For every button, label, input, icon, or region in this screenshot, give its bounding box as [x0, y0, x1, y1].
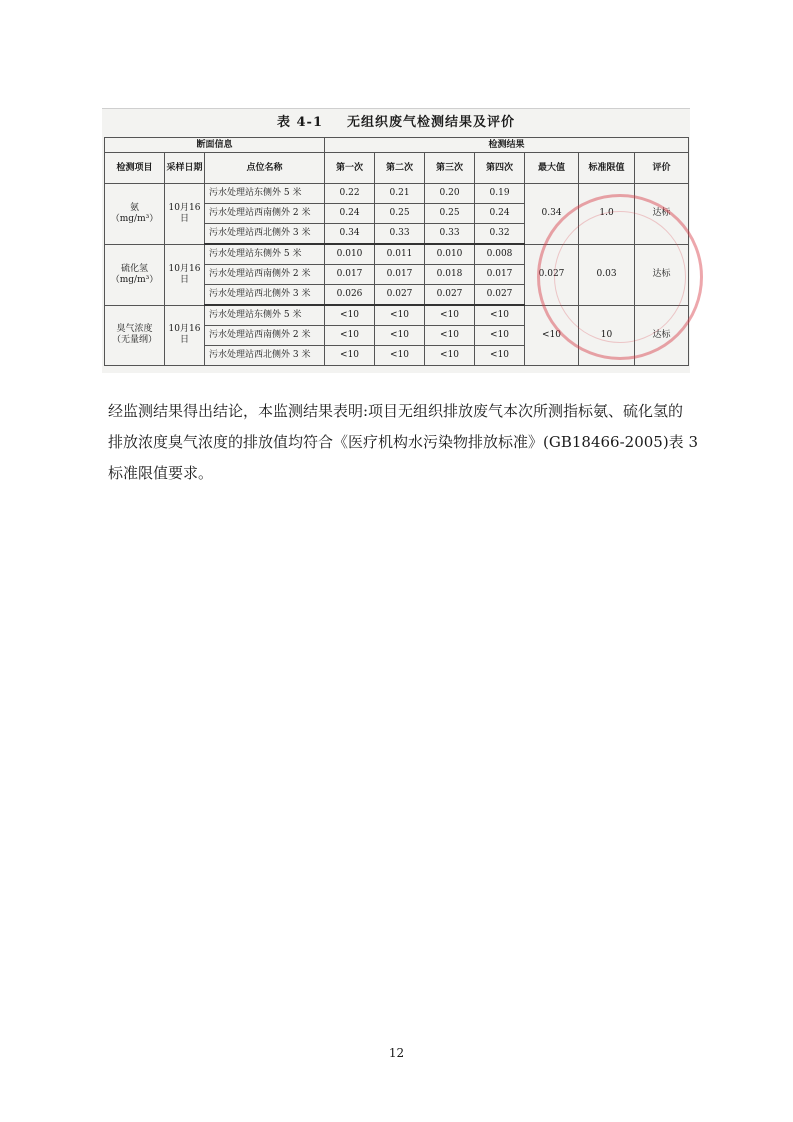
value-cell: 0.026	[325, 285, 375, 306]
location-cell: 污水处理站西南侧外 2 米	[205, 265, 325, 285]
value-cell: <10	[325, 305, 375, 326]
location-cell: 污水处理站东侧外 5 米	[205, 305, 325, 326]
value-cell: 0.027	[375, 285, 425, 306]
first-header: 第一次	[325, 153, 375, 184]
fourth-header: 第四次	[475, 153, 525, 184]
value-cell: 0.017	[475, 265, 525, 285]
value-cell: 0.011	[375, 244, 425, 265]
max-header: 最大值	[525, 153, 579, 184]
location-cell: 污水处理站西南侧外 2 米	[205, 204, 325, 224]
value-cell: <10	[325, 346, 375, 366]
value-cell: 0.24	[475, 204, 525, 224]
conclusion-paragraph: 经监测结果得出结论，本监测结果表明:项目无组织排放废气本次所测指标氨、硫化氢的排放浓度臭气浓度的排放值均符合《医疗机构水污染物排放标准》(GB18466-2005)表 3 标准限值要求。	[108, 402, 698, 482]
date-cell: 10月16日	[165, 305, 205, 366]
value-cell: 0.33	[425, 224, 475, 245]
item-cell: 硫化氢 （mg/m³）	[105, 244, 165, 305]
max-cell: <10	[525, 305, 579, 366]
value-cell: <10	[425, 346, 475, 366]
second-header: 第二次	[375, 153, 425, 184]
results-header: 检测结果	[325, 138, 689, 153]
value-cell: 0.34	[325, 224, 375, 245]
section-info-header: 断面信息	[105, 138, 325, 153]
value-cell: 0.33	[375, 224, 425, 245]
value-cell: 0.008	[475, 244, 525, 265]
value-cell: 0.017	[375, 265, 425, 285]
value-cell: 0.20	[425, 184, 475, 204]
page-number: 12	[388, 1046, 405, 1060]
location-cell: 污水处理站东侧外 5 米	[205, 244, 325, 265]
value-cell: 0.018	[425, 265, 475, 285]
date-cell: 10月16日	[165, 244, 205, 305]
value-cell: 0.19	[475, 184, 525, 204]
evaluation-cell: 达标	[635, 184, 689, 245]
date-header: 采样日期	[165, 153, 205, 184]
limit-cell: 10	[579, 305, 635, 366]
value-cell: <10	[325, 326, 375, 346]
max-cell: 0.027	[525, 244, 579, 305]
evaluation-cell: 达标	[635, 244, 689, 305]
location-cell: 污水处理站西北侧外 3 米	[205, 224, 325, 245]
limit-header: 标准限值	[579, 153, 635, 184]
value-cell: 0.027	[425, 285, 475, 306]
item-header: 检测项目	[105, 153, 165, 184]
limit-cell: 1.0	[579, 184, 635, 245]
value-cell: 0.22	[325, 184, 375, 204]
item-cell: 氨 （mg/m³）	[105, 184, 165, 245]
value-cell: <10	[375, 326, 425, 346]
third-header: 第三次	[425, 153, 475, 184]
value-cell: 0.017	[325, 265, 375, 285]
value-cell: <10	[425, 326, 475, 346]
value-cell: <10	[375, 305, 425, 326]
evaluation-cell: 达标	[635, 305, 689, 366]
date-cell: 10月16日	[165, 184, 205, 245]
max-cell: 0.34	[525, 184, 579, 245]
value-cell: <10	[375, 346, 425, 366]
location-cell: 污水处理站西北侧外 3 米	[205, 346, 325, 366]
value-cell: 0.25	[425, 204, 475, 224]
table-title	[102, 109, 690, 137]
location-cell: 污水处理站西南侧外 2 米	[205, 326, 325, 346]
value-cell: 0.027	[475, 285, 525, 306]
value-cell: 0.25	[375, 204, 425, 224]
evaluation-header: 评价	[635, 153, 689, 184]
value-cell: 0.21	[375, 184, 425, 204]
table-caption: 无组织废气检测结果及评价	[347, 115, 516, 130]
value-cell: <10	[475, 346, 525, 366]
table-scan	[102, 108, 690, 373]
item-cell: 臭气浓度 （无量纲）	[105, 305, 165, 366]
value-cell: <10	[425, 305, 475, 326]
location-cell: 污水处理站东侧外 5 米	[205, 184, 325, 204]
location-cell: 污水处理站西北侧外 3 米	[205, 285, 325, 306]
value-cell: <10	[475, 305, 525, 326]
limit-cell: 0.03	[579, 244, 635, 305]
value-cell: <10	[475, 326, 525, 346]
value-cell: 0.010	[425, 244, 475, 265]
value-cell: 0.32	[475, 224, 525, 245]
location-header: 点位名称	[205, 153, 325, 184]
results-table	[104, 137, 689, 366]
value-cell: 0.24	[325, 204, 375, 224]
table-number: 表 4-1	[276, 115, 323, 130]
value-cell: 0.010	[325, 244, 375, 265]
